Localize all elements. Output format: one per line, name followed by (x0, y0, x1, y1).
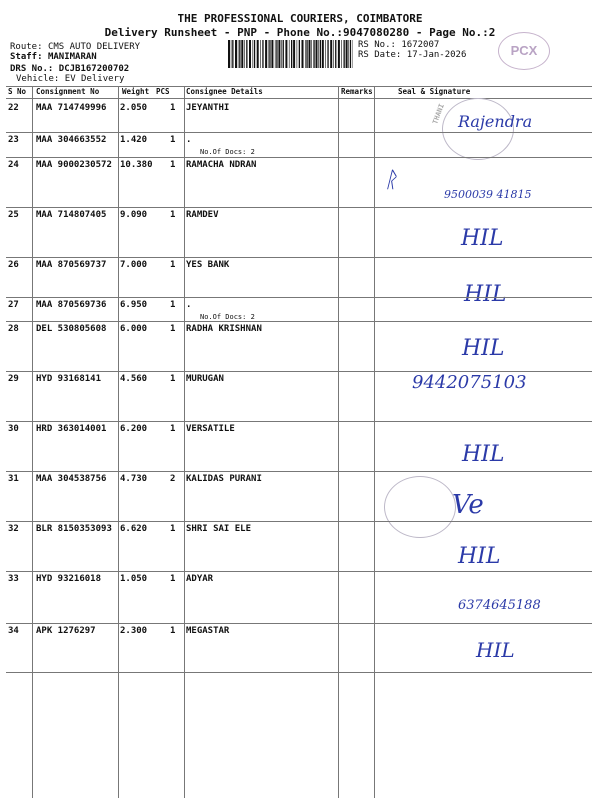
stamp-text: THANI (431, 102, 446, 126)
col-consignment: Consignment No (36, 87, 100, 96)
col-seal-signature: Seal & Signature (398, 87, 471, 96)
row-sno: 27 (8, 300, 19, 310)
docs-count: No.Of Docs: 2 (200, 148, 255, 156)
consignee-name: RAMACHA NDRAN (186, 160, 257, 170)
delivery-stamp (384, 476, 456, 538)
handwritten-signature: Ve (452, 490, 484, 520)
weight-value: 9.090 (120, 210, 148, 220)
pcs-value: 1 (170, 574, 176, 584)
rs-date-label: RS Date: (358, 50, 402, 60)
handwritten-signature: HIL (462, 336, 505, 361)
consignment-no: MAA 714807405 (36, 210, 107, 220)
pcs-value: 1 (170, 160, 176, 170)
consignment-no: APK 1276297 (36, 626, 96, 636)
consignee-name: ADYAR (186, 574, 214, 584)
drs-value: DCJB167200702 (58, 64, 130, 74)
weight-value: 6.200 (120, 424, 148, 434)
barcode (228, 40, 353, 68)
weight-value: 1.050 (120, 574, 148, 584)
docs-count: No.Of Docs: 2 (200, 313, 255, 321)
pcs-value: 1 (170, 626, 176, 636)
row-sno: 26 (8, 260, 19, 270)
weight-value: 2.300 (120, 626, 148, 636)
rs-date-line (358, 50, 466, 60)
pcs-value: 1 (170, 524, 176, 534)
runsheet-title: Delivery Runsheet - PNP - Phone No.:9047080280 - Page No.:2 (104, 26, 496, 39)
consignment-no: MAA 9000230572 (36, 160, 112, 170)
weight-value: 6.620 (120, 524, 148, 534)
vehicle-line (16, 74, 124, 84)
row-sno: 32 (8, 524, 19, 534)
rs-no-line (358, 40, 439, 50)
col-pcs: PCS (156, 87, 170, 96)
row-sno: 34 (8, 626, 19, 636)
consignee-name: RAMDEV (186, 210, 219, 220)
pcs-value: 1 (170, 103, 176, 113)
row-sno: 23 (8, 135, 19, 145)
handwritten-signature: HIL (462, 442, 505, 467)
consignee-name: SHRI SAI ELE (186, 524, 252, 534)
row-sno: 29 (8, 374, 19, 384)
pcs-value: 1 (170, 324, 176, 334)
consignee-name: MURUGAN (186, 374, 224, 384)
consignee-name: . (186, 300, 192, 310)
consignee-name: . (186, 135, 192, 145)
pcs-value: 1 (170, 260, 176, 270)
pcs-value: 1 (170, 424, 176, 434)
consignee-name: YES BANK (186, 260, 230, 270)
consignment-no: MAA 870569736 (36, 300, 107, 310)
row-sno: 33 (8, 574, 19, 584)
route-value: CMS AUTO DELIVERY (47, 42, 141, 52)
row-sno: 30 (8, 424, 19, 434)
pcs-value: 1 (170, 135, 176, 145)
row-sno: 25 (8, 210, 19, 220)
consignment-no: DEL 530805608 (36, 324, 107, 334)
handwritten-signature: ᚱ (384, 168, 398, 193)
rs-date-value: 17-Jan-2026 (406, 50, 467, 60)
weight-value: 7.000 (120, 260, 148, 270)
col-remarks: Remarks (341, 87, 373, 96)
office-stamp: PCX (498, 32, 550, 70)
pcs-value: 2 (170, 474, 176, 484)
consignment-no: HYD 93216018 (36, 574, 102, 584)
row-sno: 24 (8, 160, 19, 170)
staff-label: Staff: (10, 52, 43, 62)
handwritten-signature: HIL (461, 226, 504, 251)
consignee-name: VERSATILE (186, 424, 235, 434)
consignee-name: RADHA KRISHNAN (186, 324, 262, 334)
consignment-no: HYD 93168141 (36, 374, 102, 384)
weight-value: 4.560 (120, 374, 148, 384)
row-sno: 28 (8, 324, 19, 334)
consignment-no: MAA 304663552 (36, 135, 107, 145)
rs-no-value: 1672007 (401, 40, 440, 50)
route-label: Route: (10, 42, 43, 52)
staff-line (10, 52, 97, 62)
weight-value: 10.380 (120, 160, 153, 170)
drs-label: DRS No.: (10, 64, 54, 74)
consignee-name: KALIDAS PURANI (186, 474, 262, 484)
consignment-no: HRD 363014001 (36, 424, 107, 434)
pcs-value: 1 (170, 374, 176, 384)
staff-value: MANIMARAN (47, 52, 97, 62)
handwritten-signature: Rajendra (458, 112, 533, 131)
handwritten-signature: 9500039 41815 (444, 188, 532, 201)
vehicle-value: EV Delivery (64, 74, 125, 84)
vehicle-label: Vehicle: (16, 74, 60, 84)
weight-value: 1.420 (120, 135, 148, 145)
pcs-value: 1 (170, 210, 176, 220)
weight-value: 2.050 (120, 103, 148, 113)
row-sno: 22 (8, 103, 19, 113)
rs-no-label: RS No.: (358, 40, 396, 50)
runsheet-table (6, 86, 592, 798)
route-line (10, 42, 140, 52)
weight-value: 4.730 (120, 474, 148, 484)
weight-value: 6.950 (120, 300, 148, 310)
col-weight: Weight (122, 87, 150, 96)
consignee-name: JEYANTHI (186, 103, 230, 113)
consignment-no: MAA 304538756 (36, 474, 107, 484)
handwritten-signature: HIL (476, 638, 515, 662)
drs-line (10, 64, 129, 74)
handwritten-signature: HIL (458, 544, 501, 569)
consignment-no: MAA 714749996 (36, 103, 107, 113)
pcs-value: 1 (170, 300, 176, 310)
weight-value: 6.000 (120, 324, 148, 334)
row-sno: 31 (8, 474, 19, 484)
handwritten-signature: 6374645188 (458, 598, 541, 613)
col-sno: S No (8, 87, 27, 96)
col-consignee: Consignee Details (186, 87, 263, 96)
handwritten-signature: HIL (464, 282, 507, 307)
consignee-name: MEGASTAR (186, 626, 230, 636)
consignment-no: BLR 8150353093 (36, 524, 112, 534)
company-name: THE PROFESSIONAL COURIERS, COIMBATORE (177, 12, 423, 25)
handwritten-signature: 9442075103 (412, 372, 527, 393)
consignment-no: MAA 870569737 (36, 260, 107, 270)
